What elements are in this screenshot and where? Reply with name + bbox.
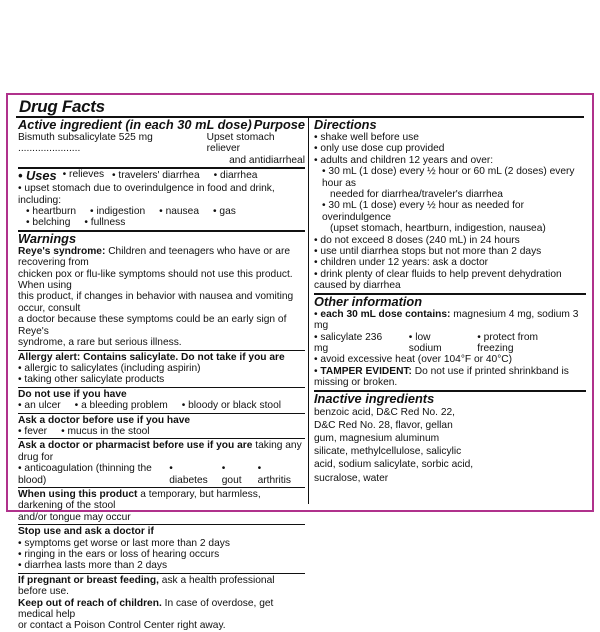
other-low-sodium: • low sodium [409,332,463,355]
direction-4: • do not exceed 8 doses (240 mL) in 24 hours [314,235,586,246]
other-info-2 [314,332,586,355]
do-not-use-heading: Do not use if you have [18,388,127,400]
direction-3b-cont: (upset stomach, heartburn, indigestion, nausea) [330,223,546,235]
other-freezing: • protect from freezing [477,332,572,355]
other-info-1: • each 30 mL dose contains: magnesium 4 mg, sodium 3 mg [314,309,586,332]
askd-fever: • fever [18,426,47,437]
purpose-heading: Purpose [253,117,305,132]
direction-1: • shake well before use [314,132,586,143]
inactive-line: silicate, methylcellulose, salicylic [314,446,462,458]
askp-gout: • gout [222,463,244,486]
ask-pharmacist-list [18,463,305,486]
uses-relieves: • relieves [63,169,105,183]
inactive-line: acid, sodium salicylate, sorbic acid, [314,459,474,471]
use-fullness: • fullness [84,217,125,228]
rule [18,524,305,525]
right-column [314,118,586,485]
pregnant-text: If pregnant or breast feeding, ask a health professional before use. [18,574,275,598]
askp-diabetes: • diabetes [169,463,208,486]
direction-7: • drink plenty of clear fluids to help prevent dehydration caused by diarrhea [314,269,586,292]
stop-use-heading: Stop use and ask a doctor if [18,526,154,538]
drug-facts-panel [6,93,594,632]
other-info-3: • avoid excessive heat (over 104°F or 40°C) [314,354,586,365]
stop-item-1: • symptoms get worse or last more than 2 days [18,538,305,549]
dnu-bleeding: • a bleeding problem [75,400,168,411]
direction-6: • children under 12 years: ask a doctor [314,257,586,268]
rule [18,413,305,414]
ask-doctor-list [18,426,305,437]
uses-heading: • Uses [18,169,57,183]
ingredient-name: Bismuth subsalicylate 525 mg [18,132,153,143]
allergy-item-1: • allergic to salicylates (including aspirin) [18,363,305,374]
direction-3: • adults and children 12 years and over: [314,155,586,166]
dnu-stool: • bloody or black stool [182,400,281,411]
use-nausea: • nausea [159,206,199,217]
left-column [18,118,305,632]
uses-list-b [18,217,305,228]
direction-3a-cont: needed for diarrhea/traveler's diarrhea [330,189,503,201]
dnu-ulcer: • an ulcer [18,400,61,411]
rule [18,350,305,351]
inactive-heading: Inactive ingredients [314,390,435,406]
use-gas: • gas [213,206,236,217]
rule [18,387,305,388]
other-info-heading: Other information [314,293,423,309]
rule [18,573,305,574]
use-belching: • belching [26,217,70,228]
active-ingredient-row [18,132,305,155]
uses-list-a [18,206,305,217]
inactive-line: benzoic acid, D&C Red No. 22, [314,406,455,418]
askd-mucus: • mucus in the stool [61,426,150,437]
use-upset-stomach: • upset stomach due to overindulgence in food and drink, including: [18,183,305,206]
askp-arthritis: • arthritis [258,463,291,486]
rule [18,438,305,439]
ingredient-dots: ...................... [18,143,81,155]
use-travelers-diarrhea: • travelers' diarrhea [112,170,200,181]
ask-pharmacist-heading: Ask a doctor or pharmacist before use if you are taking any drug for [18,440,302,463]
active-heading-row [18,118,305,132]
purpose-text-2: and antidiarrheal [229,154,305,166]
active-ingredient-heading: Active ingredient (in each 30 mL dose) [18,117,252,132]
purpose-text-1: Upset stomach reliever [206,132,275,155]
direction-5: • use until diarrhea stops but not more than 2 days [314,246,586,257]
reye-text: Reye's syndrome: Children and teenagers who have or are recovering from chicken pox or flu-like symptoms should not use this product. When using this product, if changes in behavior with nausea and vomiting occur, consult a doctor because these symptoms could be an early sign of Reye's syndrome, a rare but serious illness. [18,245,294,349]
allergy-heading: Allergy alert: Contains salicylate. Do not take if you are [18,351,285,363]
stop-item-2: • ringing in the ears or loss of hearing occurs [18,549,305,560]
stop-item-3: • diarrhea lasts more than 2 days [18,560,305,571]
allergy-item-2: • taking other salicylate products [18,374,305,385]
direction-3a: • 30 mL (1 dose) every ½ hour or 60 mL (2 doses) every hour as [314,166,586,189]
directions-heading: Directions [314,117,377,132]
inactive-line: D&C Red No. 28, flavor, gellan [314,419,453,431]
inactive-line: gum, magnesium aluminum [314,432,440,444]
when-using-text: When using this product a temporary, but harmless, darkening of the stool and/or tongue may occur [18,488,261,523]
rule [18,487,305,488]
other-salicylate: • salicylate 236 mg [314,332,395,355]
use-heartburn: • heartburn [26,206,76,217]
use-diarrhea: • diarrhea [214,170,258,181]
other-info-4: • TAMPER EVIDENT: Do not use if printed shrinkband is missing or broken. [314,366,586,389]
do-not-use-list [18,400,305,411]
ask-doctor-heading: Ask a doctor before use if you have [18,414,191,426]
direction-3b: • 30 mL (1 dose) every ½ hour as needed for overindulgence [314,200,586,223]
drug-facts-title: Drug Facts [19,97,105,116]
use-indigestion: • indigestion [90,206,145,217]
keep-out-text: Keep out of reach of children. In case of overdose, get medical help or contact a Poison Control Center right away. [18,597,274,632]
direction-2: • only use dose cup provided [314,143,586,154]
askp-anticoagulation: • anticoagulation (thinning the blood) [18,463,155,486]
inactive-line: sucralose, water [314,472,389,484]
warnings-heading: Warnings [18,230,77,246]
